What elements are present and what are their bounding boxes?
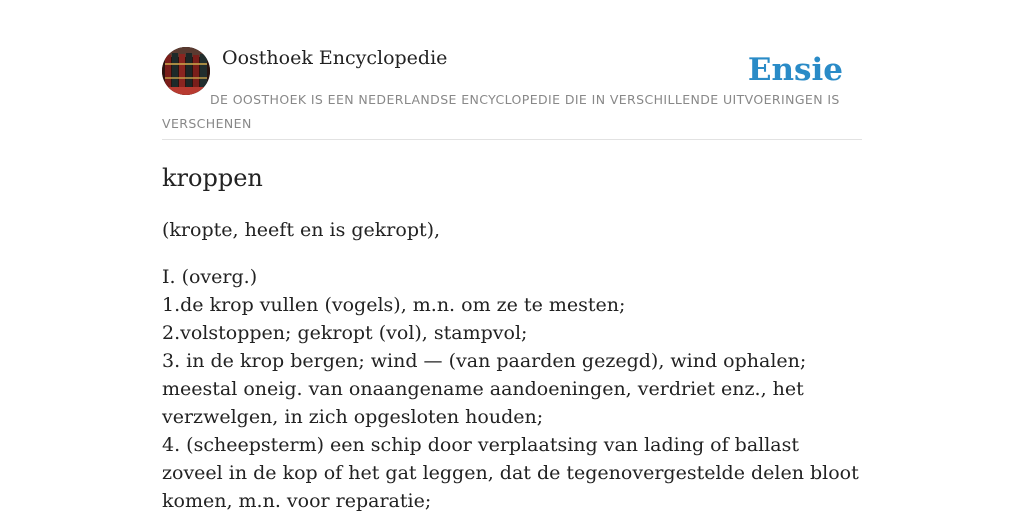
brand-logo-link[interactable]: Ensie [747, 52, 843, 88]
definition-item: 4. (scheepsterm) een schip door verplaatsing van lading of ballast zoveel in de kop of het gat leggen, dat de tegenovergestelde delen bloot komen, m.n. voor reparatie; [162, 434, 859, 512]
definition-item: 3. in de krop bergen; wind — (van paarden gezegd), wind ophalen; meestal oneig. van onaangename aandoeningen, verdriet enz., het verzwelgen, in zich opgesloten houden; [162, 350, 807, 428]
source-tagline: DE OOSTHOEK IS EEN NEDERLANDSE ENCYCLOPEDIE DIE IN VERSCHILLENDE UITVOERINGEN IS VERSCHENEN [162, 92, 840, 131]
definition-section [162, 263, 862, 512]
header-divider [162, 139, 862, 140]
entry-page [162, 0, 862, 512]
definition-item: 1.de krop vullen (vogels), m.n. om ze te mesten; [162, 294, 626, 316]
entry-title: kroppen [162, 164, 263, 192]
entry-definition [162, 216, 862, 512]
grammar-note: (kropte, heeft en is gekropt), [162, 219, 441, 241]
source-name[interactable]: Oosthoek Encyclopedie [222, 47, 448, 69]
definition-item: 2.volstoppen; gekropt (vol), stampvol; [162, 322, 528, 344]
section-label: I. (overg.) [162, 266, 258, 288]
